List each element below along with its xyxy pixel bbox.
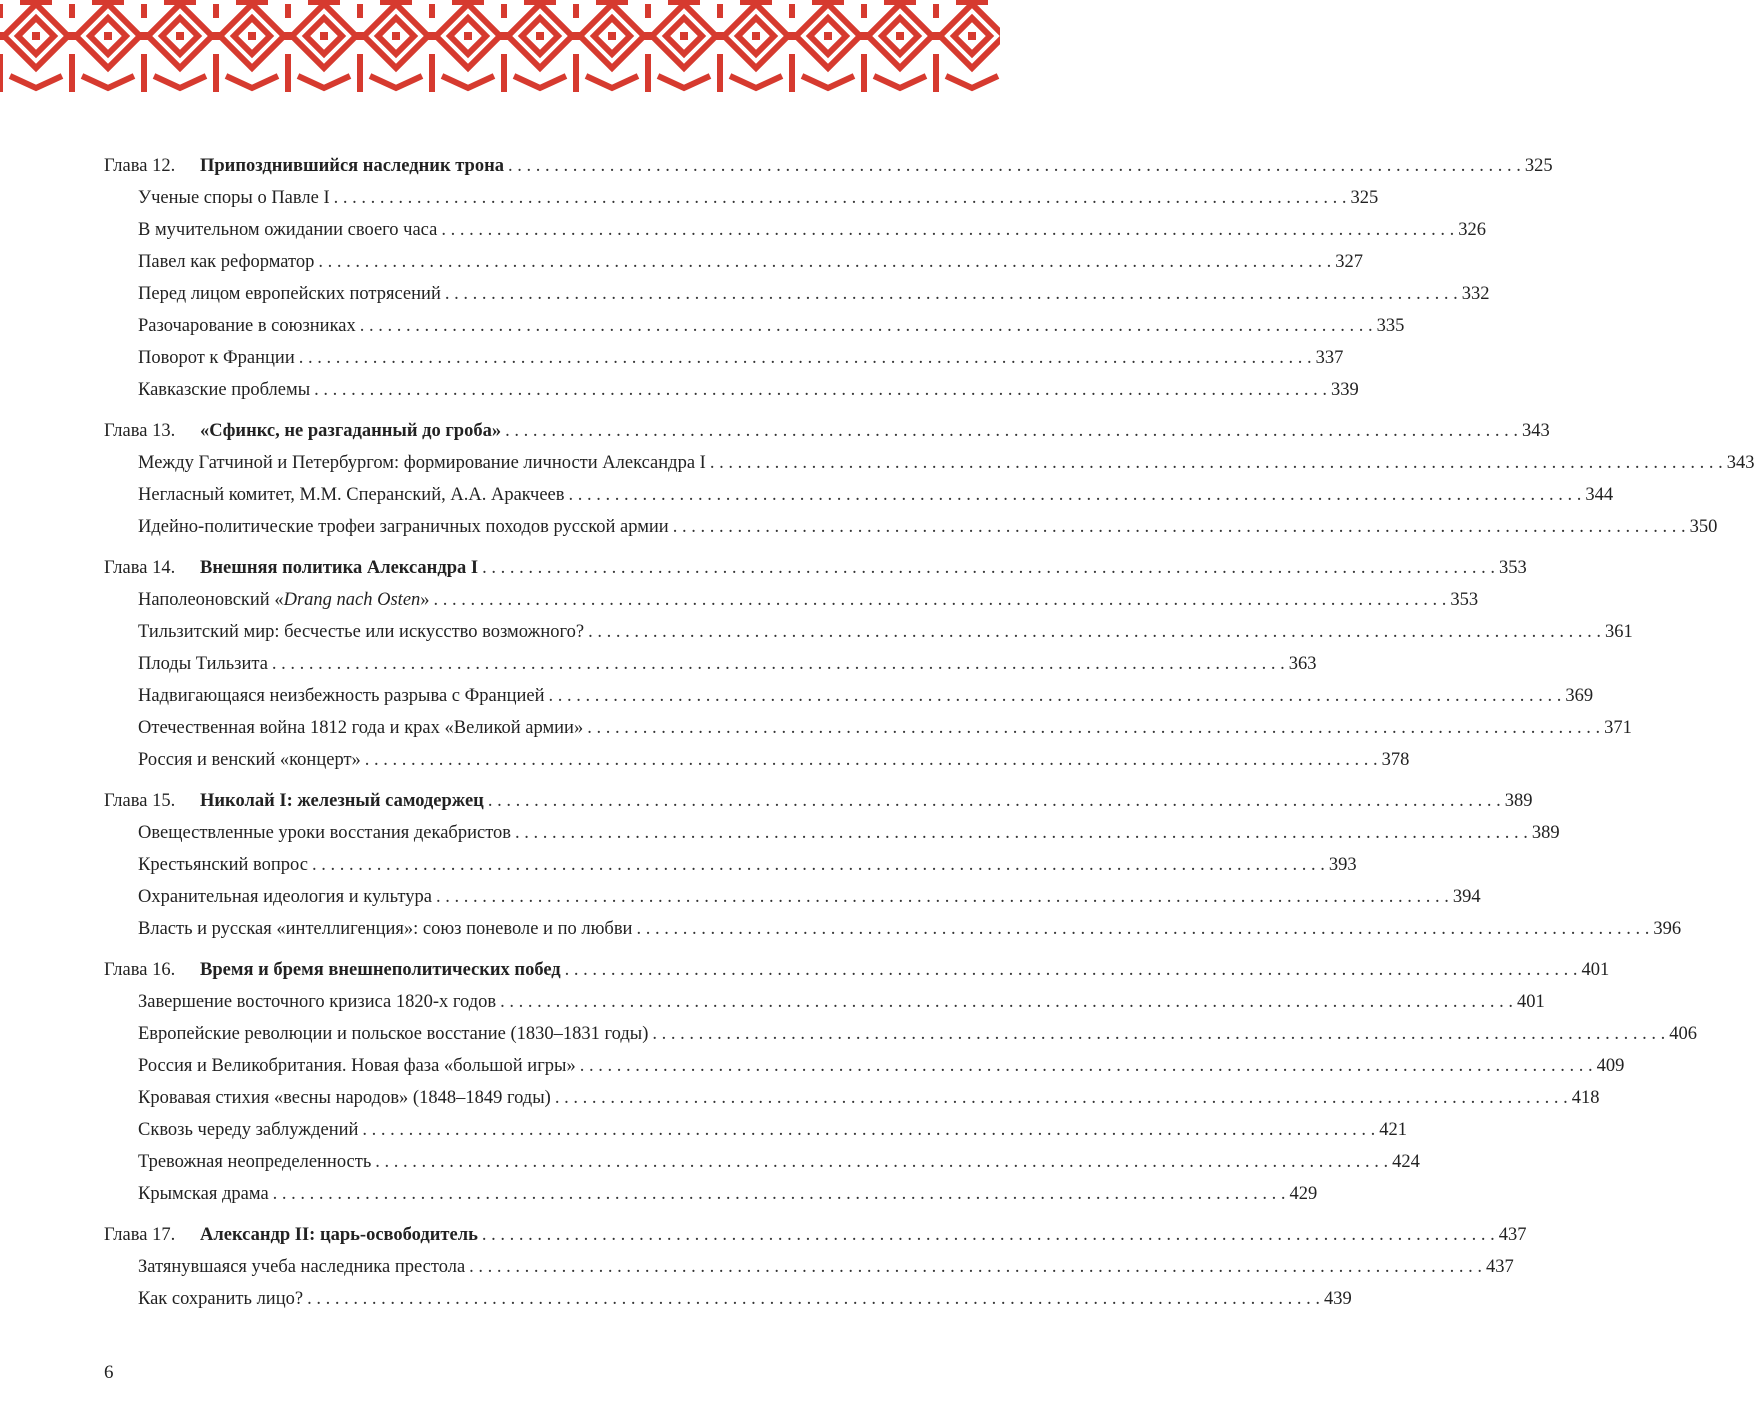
section-title [138,584,430,616]
section-row[interactable] [104,986,1545,1018]
chapter-page: 389 [1504,791,1533,811]
dot-leader [588,616,1601,648]
section-page: 429 [1289,1184,1318,1204]
section-row[interactable] [104,278,1490,310]
dot-leader [549,680,1562,712]
section-row[interactable] [104,342,1344,374]
dot-leader [445,278,1458,310]
chapter-label: Глава 16. [104,960,176,980]
section-row[interactable] [104,1082,1600,1114]
section-page: 418 [1571,1088,1600,1108]
dot-leader [334,182,1347,214]
dot-leader [488,785,1501,817]
section-title: Тревожная неопределенность [138,1152,372,1172]
section-page: 343 [1726,453,1754,473]
chapter-page: 353 [1498,558,1527,578]
section-title-suffix: » [420,590,430,610]
section-row[interactable] [104,680,1594,712]
section-title: Надвигающаяся неизбежность разрыва с Францией [138,686,545,706]
section-page: 424 [1392,1152,1420,1172]
section-row[interactable] [104,246,1363,278]
section-row[interactable] [104,913,1682,945]
section-row[interactable] [104,1251,1514,1283]
chapter-title: Александр II: царь-освободитель [200,1225,478,1245]
section-page: 409 [1596,1056,1625,1076]
section-page: 421 [1379,1120,1408,1140]
section-title: Крымская драма [138,1184,269,1204]
chapter-label: Глава 14. [104,558,176,578]
dot-leader [500,986,1513,1018]
section-page: 439 [1323,1289,1352,1309]
section-title: Павел как реформатор [138,252,315,272]
section-title: Как сохранить лицо? [138,1289,304,1309]
dot-leader [636,913,1649,945]
section-row[interactable] [104,447,1754,479]
dot-leader [312,849,1325,881]
section-title: Крестьянский вопрос [138,855,308,875]
chapter-page: 343 [1521,421,1550,441]
section-title: Завершение восточного кризиса 1820-х годов [138,992,497,1012]
section-page: 369 [1565,686,1594,706]
section-row[interactable] [104,1178,1318,1210]
section-page: 326 [1458,220,1486,240]
dot-leader [436,881,1449,913]
section-title-prefix: Наполеоновский « [138,590,284,610]
chapter-title: Припозднившийся наследник трона [200,156,504,176]
dot-leader [652,1018,1665,1050]
chapter-row[interactable] [104,1219,1527,1251]
dot-leader [272,648,1285,680]
dot-leader [273,1178,1286,1210]
section-title: Европейские революции и польское восстание (1830–1831 годы) [138,1024,649,1044]
dot-leader [307,1283,1320,1315]
section-row[interactable] [104,374,1359,406]
decorative-ornament-border [0,0,1000,92]
chapter-row[interactable] [104,415,1550,447]
chapter-page: 325 [1524,156,1553,176]
dot-leader [508,150,1521,182]
section-page: 437 [1486,1257,1514,1277]
section-row[interactable] [104,214,1486,246]
dot-leader [360,310,1373,342]
section-title: Власть и русская «интеллигенция»: союз поневоле и по любви [138,919,633,939]
section-row[interactable] [104,182,1379,214]
chapter-title: Время и бремя внешнеполитических побед [200,960,561,980]
chapter-label: Глава 13. [104,421,176,441]
section-row[interactable] [104,881,1481,913]
chapter-page: 401 [1581,960,1610,980]
section-row[interactable] [104,712,1632,744]
dot-leader [362,1114,1375,1146]
dot-leader [469,1251,1482,1283]
section-title: Плоды Тильзита [138,654,268,674]
section-title: Россия и венский «концерт» [138,750,361,770]
section-row[interactable] [104,1146,1420,1178]
section-title: Затянувшаяся учеба наследника престола [138,1257,466,1277]
dot-leader [587,712,1600,744]
section-page: 325 [1350,188,1379,208]
chapter-row[interactable] [104,785,1533,817]
section-title: Негласный комитет, М.М. Сперанский, А.А. Аракчеев [138,485,565,505]
section-row[interactable] [104,1018,1698,1050]
dot-leader [515,817,1528,849]
section-title: Охранительная идеология и культура [138,887,432,907]
section-title: Сквозь череду заблуждений [138,1120,359,1140]
chapter-title: «Сфинкс, не разгаданный до гроба» [200,421,502,441]
section-page: 363 [1288,654,1317,674]
section-row[interactable] [104,648,1317,680]
chapter-title: Николай I: железный самодержец [200,791,484,811]
dot-leader [482,1219,1495,1251]
section-row[interactable] [104,849,1357,881]
dot-leader [710,447,1723,479]
section-title: Разочарование в союзниках [138,316,356,336]
section-row[interactable] [104,584,1479,616]
section-page: 350 [1689,517,1718,537]
section-page: 393 [1328,855,1357,875]
chapter-page: 437 [1498,1225,1527,1245]
section-title-italic: Drang nach Osten [283,590,421,610]
section-page: 353 [1450,590,1479,610]
section-row[interactable] [104,1050,1625,1082]
section-row[interactable] [104,511,1718,543]
dot-leader [580,1050,1593,1082]
chapter-row[interactable] [104,552,1527,584]
chapter-label: Глава 15. [104,791,176,811]
section-page: 396 [1653,919,1682,939]
ornament-pattern-icon [0,0,1000,92]
dot-leader [555,1082,1568,1114]
section-page: 335 [1376,316,1405,336]
dot-leader [482,552,1495,584]
chapter-row[interactable] [104,150,1553,182]
section-page: 378 [1381,750,1410,770]
section-title: Кавказские проблемы [138,380,311,400]
table-of-contents [104,150,1754,1315]
section-row[interactable] [104,616,1633,648]
section-row[interactable] [104,479,1614,511]
section-title: Тильзитский мир: бесчестье или искусство возможного? [138,622,585,642]
dot-leader [375,1146,1388,1178]
section-row[interactable] [104,817,1560,849]
section-title: Идейно-политические трофеи заграничных походов русской армии [138,517,669,537]
dot-leader [434,584,1447,616]
section-row[interactable] [104,1114,1408,1146]
section-title: В мучительном ожидании своего часа [138,220,438,240]
section-title: Ученые споры о Павле I [138,188,330,208]
section-page: 394 [1452,887,1481,907]
section-title: Между Гатчиной и Петербургом: формирование личности Александра I [138,453,706,473]
section-page: 401 [1517,992,1545,1012]
chapter-row[interactable] [104,954,1610,986]
section-title: Отечественная война 1812 года и крах «Великой армии» [138,718,584,738]
section-page: 327 [1335,252,1363,272]
chapter-title: Внешняя политика Александра I [200,558,479,578]
section-page: 337 [1315,348,1344,368]
section-title: Поворот к Франции [138,348,295,368]
dot-leader [569,479,1582,511]
section-page: 361 [1604,622,1633,642]
page-number: 6 [104,1362,114,1383]
section-title: Перед лицом европейских потрясений [138,284,441,304]
dot-leader [673,511,1686,543]
dot-leader [318,246,1331,278]
section-title: Россия и Великобритания. Новая фаза «большой игры» [138,1056,576,1076]
dot-leader [365,744,1378,776]
section-row[interactable] [104,744,1410,776]
section-page: 332 [1461,284,1490,304]
section-page: 344 [1585,485,1614,505]
section-row[interactable] [104,1283,1352,1315]
dot-leader [314,374,1327,406]
section-title: Кровавая стихия «весны народов» (1848–1849 годы) [138,1088,551,1108]
chapter-label: Глава 17. [104,1225,176,1245]
section-page: 371 [1604,718,1632,738]
section-page: 389 [1531,823,1560,843]
dot-leader [441,214,1454,246]
chapter-label: Глава 12. [104,156,176,176]
dot-leader [565,954,1578,986]
section-page: 339 [1331,380,1359,400]
dot-leader [299,342,1312,374]
dot-leader [505,415,1518,447]
section-page: 406 [1669,1024,1698,1044]
section-title: Овеществленные уроки восстания декабристов [138,823,512,843]
section-row[interactable] [104,310,1405,342]
